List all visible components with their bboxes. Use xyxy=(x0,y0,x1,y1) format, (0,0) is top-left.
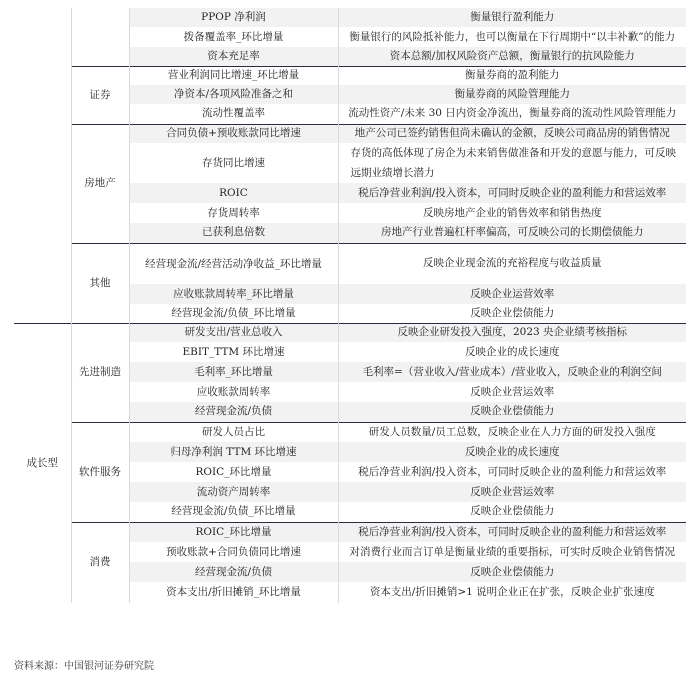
table-row xyxy=(14,8,686,27)
table-row xyxy=(14,323,686,342)
description-cell: 反映企业偿债能力 xyxy=(338,304,686,323)
indicator-table-body xyxy=(14,8,686,603)
metric-cell: 经营现金流/负债_环比增量 xyxy=(129,304,338,323)
table-row xyxy=(14,522,686,542)
metric-cell: 预收账款+合同负债同比增速 xyxy=(129,542,338,562)
description-cell: 反映企业的成长速度 xyxy=(338,442,686,462)
metric-cell: 拨备覆盖率_环比增量 xyxy=(129,27,338,47)
segment-cell: 软件服务 xyxy=(71,422,129,522)
description-cell: 反映房地产企业的销售效率和销售热度 xyxy=(338,203,686,223)
description-cell: 资本支出/折旧摊销>1 说明企业正在扩张，反映企业扩张速度 xyxy=(338,582,686,603)
segment-cell: 消费 xyxy=(71,522,129,603)
metric-cell: 营业利润同比增速_环比增量 xyxy=(129,66,338,85)
indicator-table xyxy=(14,8,686,603)
metric-cell: 研发支出/营业总收入 xyxy=(129,323,338,342)
description-cell: 房地产行业普遍杠杆率偏高，可反映公司的长期偿债能力 xyxy=(338,223,686,243)
description-cell: 地产公司已签约销售但尚未确认的金额，反映公司商品房的销售情况 xyxy=(338,124,686,143)
metric-cell: ROIC xyxy=(129,183,338,203)
description-cell: 税后净营业利润/投入资本，可同时反映企业的盈利能力和营运效率 xyxy=(338,462,686,482)
description-cell: 税后净营业利润/投入资本，可同时反映企业的盈利能力和营运效率 xyxy=(338,183,686,203)
metric-cell: 经营现金流/负债 xyxy=(129,562,338,582)
description-cell: 反映企业现金流的充裕程度与收益质量 xyxy=(338,243,686,284)
description-cell: 对消费行业而言订单是衡量业绩的重要指标，可实时反映企业销售情况 xyxy=(338,542,686,562)
description-cell: 反映企业研发投入强度，2023 央企业绩考核指标 xyxy=(338,323,686,342)
metric-cell: 存货周转率 xyxy=(129,203,338,223)
description-cell: 反映企业营运效率 xyxy=(338,382,686,402)
description-cell: 反映企业的成长速度 xyxy=(338,342,686,362)
segment-cell: 先进制造 xyxy=(71,323,129,422)
metric-cell: 流动性覆盖率 xyxy=(129,104,338,124)
metric-cell: 合同负债+预收账款同比增速 xyxy=(129,124,338,143)
description-cell: 研发人员数量/员工总数，反映企业在人力方面的研发投入强度 xyxy=(338,422,686,442)
description-cell: 毛利率=（营业收入/营业成本）/营业收入，反映企业的利润空间 xyxy=(338,362,686,382)
metric-cell: 流动资产周转率 xyxy=(129,482,338,502)
metric-cell: 资本支出/折旧摊销_环比增量 xyxy=(129,582,338,603)
segment-cell: 证券 xyxy=(71,66,129,124)
segment-cell: 其他 xyxy=(71,243,129,323)
description-cell: 反映企业偿债能力 xyxy=(338,502,686,522)
category-cell xyxy=(14,8,71,323)
description-cell: 存货的高低体现了房企为未来销售做准备和开发的意愿与能力，可反映远期业绩增长潜力 xyxy=(338,143,686,183)
segment-cell xyxy=(71,8,129,66)
source-note: 资料来源：中国银河证券研究院 xyxy=(14,661,154,672)
metric-cell: 研发人员占比 xyxy=(129,422,338,442)
table-row xyxy=(14,422,686,442)
table-row xyxy=(14,66,686,85)
description-cell: 衡量券商的盈利能力 xyxy=(338,66,686,85)
description-cell: 衡量银行的风险抵补能力，也可以衡量在下行周期中“以丰补歉”的能力 xyxy=(338,27,686,47)
metric-cell: 经营现金流/负债 xyxy=(129,402,338,422)
description-cell: 流动性资产/未来 30 日内资金净流出，衡量券商的流动性风险管理能力 xyxy=(338,104,686,124)
metric-cell: 经营现金流/经营活动净收益_环比增量 xyxy=(129,243,338,284)
description-cell: 反映企业偿债能力 xyxy=(338,562,686,582)
metric-cell: 应收账款周转率_环比增量 xyxy=(129,284,338,304)
segment-cell: 房地产 xyxy=(71,124,129,243)
description-cell: 税后净营业利润/投入资本，可同时反映企业的盈利能力和营运效率 xyxy=(338,522,686,542)
description-cell: 反映企业营运效率 xyxy=(338,482,686,502)
category-cell: 成长型 xyxy=(14,323,71,603)
description-cell: 反映企业运营效率 xyxy=(338,284,686,304)
table-row xyxy=(14,243,686,284)
metric-cell: 净资本/各项风险准备之和 xyxy=(129,85,338,104)
metric-cell: PPOP 净利润 xyxy=(129,8,338,27)
description-cell: 反映企业偿债能力 xyxy=(338,402,686,422)
metric-cell: 毛利率_环比增量 xyxy=(129,362,338,382)
metric-cell: 应收账款周转率 xyxy=(129,382,338,402)
metric-cell: EBIT_TTM 环比增速 xyxy=(129,342,338,362)
metric-cell: 资本充足率 xyxy=(129,47,338,66)
description-cell: 衡量券商的风险管理能力 xyxy=(338,85,686,104)
metric-cell: 存货同比增速 xyxy=(129,143,338,183)
metric-cell: ROIC_环比增量 xyxy=(129,522,338,542)
metric-cell: ROIC_环比增量 xyxy=(129,462,338,482)
metric-cell: 经营现金流/负债_环比增量 xyxy=(129,502,338,522)
description-cell: 衡量银行盈利能力 xyxy=(338,8,686,27)
metric-cell: 已获利息倍数 xyxy=(129,223,338,243)
table-row xyxy=(14,124,686,143)
description-cell: 资本总额/加权风险资产总额，衡量银行的抗风险能力 xyxy=(338,47,686,66)
metric-cell: 归母净利润 TTM 环比增速 xyxy=(129,442,338,462)
